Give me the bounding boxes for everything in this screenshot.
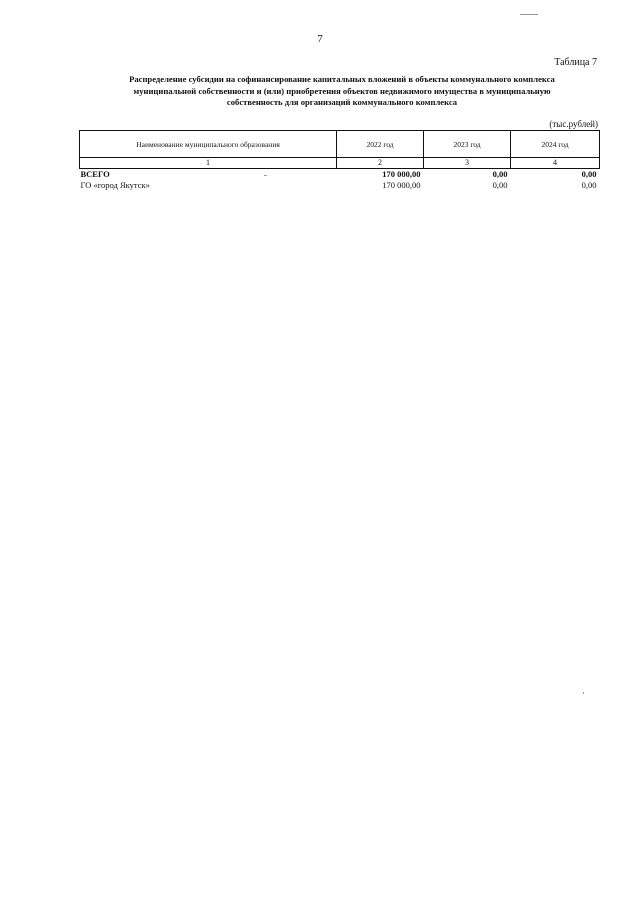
header-2024: 2024 год — [511, 131, 600, 158]
row-name: ГО «город Якутск» — [80, 180, 150, 190]
scan-mark — [520, 14, 538, 15]
scan-mark — [583, 692, 584, 694]
header-2023: 2023 год — [424, 131, 511, 158]
title-line-3: собственность для организаций коммунального комплекса — [226, 97, 458, 107]
scan-mark — [264, 175, 267, 176]
value-2023: 0,00 — [492, 180, 508, 190]
page-number: 7 — [317, 33, 323, 45]
value-2024: 0,00 — [581, 180, 597, 190]
value-2022: 170 000,00 — [382, 169, 421, 179]
header-municipality: Наименование муниципального образования — [80, 131, 337, 158]
column-number-row — [80, 158, 600, 169]
row-name: ВСЕГО — [80, 169, 110, 179]
document-title — [92, 74, 592, 109]
table-row — [80, 180, 600, 191]
column-number: 1 — [80, 158, 337, 169]
title-line-1: Распределение субсидии на софинансирование капитальных вложений в объекты коммунального комплекса — [129, 74, 555, 84]
header-2022: 2022 год — [337, 131, 424, 158]
table-row-total — [80, 169, 600, 181]
value-2024: 0,00 — [581, 169, 597, 179]
table-label: Таблица 7 — [554, 57, 597, 68]
column-number: 3 — [424, 158, 511, 169]
column-number: 2 — [337, 158, 424, 169]
value-2023: 0,00 — [492, 169, 508, 179]
value-2022: 170 000,00 — [382, 180, 421, 190]
header-row — [80, 131, 600, 158]
subsidy-table — [79, 130, 600, 191]
column-number: 4 — [511, 158, 600, 169]
title-line-2: муниципальной собственности и (или) приобретения объектов недвижимого имущества в муниципальную — [133, 85, 551, 96]
units-label: (тыс.рублей) — [549, 119, 598, 129]
